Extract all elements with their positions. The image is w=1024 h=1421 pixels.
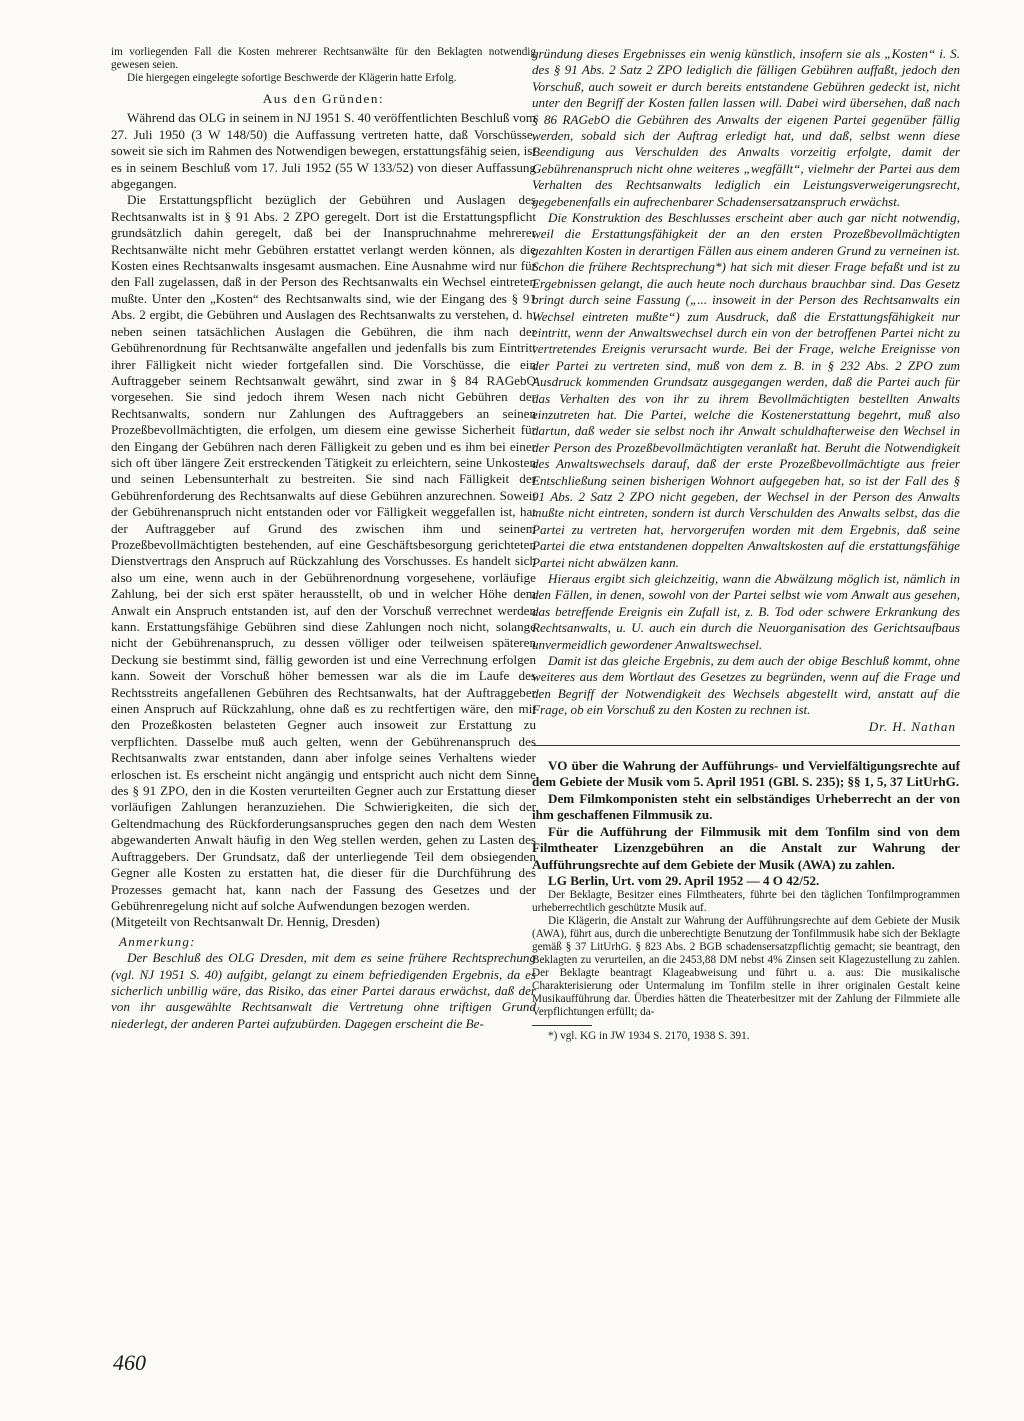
- annotation-heading: Anmerkung:: [119, 933, 196, 949]
- facts-paragraph: Die Klägerin, die Anstalt zur Wahrung der Aufführungsrechte auf dem Gebiete der Musik (AWA), führt aus, durch die unberechtigte Benutzung der Tonfilmmusik habe sich der Beklagte gemäß § 37 LitUrhG. § 823 Abs. 2 BGB schadensersatzpflichtig gemacht; sie beantragt, den Beklagten zu verurteilen, an die 2453,88 DM nebst 4% Zinsen seit Klagezustellung zu zahlen. Der Beklagte beantragt Klageabweisung und führt u. a. aus: Die musikalische Charakterisierung oder Untermalung im Tonfilm stelle in ihrer originalen Gestalt keine Musikaufführung dar. Überdies hätten die Theaterbesitzer mit der Zahlung der Filmmiete alle Verpflichtungen erfüllt; da-: [532, 915, 960, 1019]
- footnote: *) vgl. KG in JW 1934 S. 2170, 1938 S. 391.: [548, 1030, 750, 1043]
- paragraph: Während das OLG in seinem in NJ 1951 S. 40 veröffentlichten Beschluß vom 27. Juli 1950 (3 W 148/50) die Auffassung vertreten hatte, daß Vorschüsse, soweit sie sich im Rahmen des Notwendigen bewegen, erstattungsfähig seien, ist es in seinem Beschluß vom 17. Juli 1952 (55 W 133/52) von dieser Auffassung abgegangen.: [111, 110, 536, 192]
- intro-text-1: im vorliegenden Fall die Kosten mehrerer Rechtsanwälte für den Beklagten notwendig gewesen seien.: [111, 46, 536, 71]
- page-number: 460: [113, 1350, 146, 1375]
- divider: [532, 745, 960, 746]
- annotation-text: Der Beschluß des OLG Dresden, mit dem es seine frühere Rechtsprechung (vgl. NJ 1951 S. 40) aufgibt, gelangt zu einem befriedigenden Ergebnis, da es sicherlich unbillig wäre, das Risiko, das einer Partei daraus erwächst, daß der von ihr ausgewählte Rechtsanwalt die Vertretung ohne triftigen Grund niederlegt, der anderen Partei aufzubürden. Dagegen erscheint die Be-: [111, 950, 536, 1031]
- regulation-heading: VO über die Wahrung der Aufführungs- und Vervielfältigungsrechte auf dem Gebiete der Musik vom 5. April 1951 (GBl. S. 235); §§ 1, 5, 37 LitUrhG.: [532, 758, 960, 790]
- intro-text-2: Die hiergegen eingelegte sofortige Beschwerde der Klägerin hatte Erfolg.: [127, 72, 457, 84]
- facts-paragraph: Der Beklagte, Besitzer eines Filmtheaters, führte bei den täglichen Tonfilmprogrammen urheberrechtlich geschützte Musik auf.: [532, 889, 960, 915]
- paragraph: Die Erstattungspflicht bezüglich der Gebühren und Auslagen des Rechtsanwalts ist in § 91 Abs. 2 ZPO geregelt. Dort ist die Erstattungspflicht grundsätzlich dahin geregelt, daß bei der Inanspruchnahme mehrerer Rechtsanwälte nicht mehr Gebühren erstattet verlangt werden können, als die Kosten eines Rechtsanwalts insgesamt ausmachen. Eine Ausnahme wird nur für den Fall zugelassen, daß in der Person des Rechtsanwalts ein Wechsel eintreten mußte. Unter den „Kosten“ des Rechtsanwalts sind, wie der Eingang des § 91 Abs. 2 ergibt, die Gebühren und Auslagen des Rechtsanwalts zu verstehen, d. h. neben seinen tatsächlichen Auslagen die Gebühren, die ihm nach der Gebührenordnung für Rechtsanwälte angefallen und jedenfalls bis zum Eintritt ihrer Fälligkeit nicht wieder fortgefallen sind. Die Vorschüsse, die ein Auftraggeber seinem Rechtsanwalt gewährt, sind zwar in § 84 RAGebO vorgesehen. Sie sind jedoch ihrem Wesen nach nicht Gebühren der Rechtsanwalts, sondern nur Zahlungen des Auftraggebers an seinen Prozeßbevollmächtigten, die erfolgen, um diesem eine gewisse Sicherheit für den Eingang der Gebühren nach deren Fälligkeit zu geben und es ihm bei einer sich oft über längere Zeit erstreckenden Tätigkeit zu erleichtern, seine Unkosten und seinen Lebensunterhalt zu bestreiten. Sie sind nach Fälligkeit der Gebührenforderung des Rechtsanwalts auf diese Gebühren anzurechnen. Soweit der Gebührenanspruch nicht entstanden oder vor Fälligkeit weggefallen ist, hat der Auftraggeber auf Grund des zwischen ihm und seinem Prozeßbevollmächtigten bestehenden, auf eine Geschäftsbesorgung gerichteten Dienstvertrags den Anspruch auf Rückzahlung des Vorschusses. Es handelt sich also um eine, wenn auch in der Gebührenordnung vorgesehene, vorläufige Zahlung, bei der sich erst später herausstellt, ob und in welcher Höhe dem Anwalt ein Anspruch entstanden ist, auf den der Vorschuß verrechnet werden kann. Erstattungsfähige Gebühren sind diese Zahlungen noch nicht, solange nicht der Gebührenanspruch, zu dessen völliger oder teilweisen späteren Deckung sie bestimmt sind, fällig geworden ist und eine Verrechnung erfolgen kann. Soweit der Vorschuß höher bemessen war als die im Laufe des Rechtsstreits angefallenen Gebühren des Rechtsanwalts, hat der Auftraggeber einen Anspruch auf Rückzahlung, ohne daß es zu rechtfertigen wäre, den mit den Prozeßkosten belasteten Gegner auch insoweit zur Erstattung zu verpflichten. Dasselbe muß auch gelten, wenn der Gebührenanspruch des Rechtsanwalts zwar entstanden, dann aber infolge seines Verhaltens wieder erloschen ist. Es erscheint nicht angängig und entspricht auch nicht dem Sinne des § 91 ZPO, den in die Kosten verurteilten Gegner auch zur Erstattung dieser vorläufigen Zahlungen heranzuziehen. Die Schwierigkeiten, die sich der Geltendmachung des Rückforderungsanspruches gegen den nach dem Westen abgewanderten Anwalt häufig in den Weg stellen werden, gehen zu Lasten des Auftraggebers. Der Grundsatz, daß der unterliegende Teil dem obsiegenden Gegner alle Kosten zu erstatten hat, die dieser für die Durchführung des Prozesses gemacht hat, kann nach der Fassung des Gesetzes und der Gebührenregelung nicht auf solche Aufwendungen bezogen werden.: [111, 192, 536, 913]
- court-citation: LG Berlin, Urt. vom 29. April 1952 — 4 O 42/52.: [548, 872, 820, 888]
- annotation-continued: gründung dieses Ergebnisses ein wenig künstlich, insofern sie als „Kosten“ i. S. des § 91 Abs. 2 Satz 2 ZPO lediglich die fälligen Gebühren auffaßt, jedoch den Vorschuß, auch soweit er durch bereits entstandene Gebühren gedeckt ist, nicht unter den Begriff der Kosten fallen lassen will. Dabei wird übersehen, daß nach § 86 RAGebO die Gebühren des Anwalts der eigenen Partei gegenüber fällig werden, sobald sich der Auftrag erledigt hat, und daß, selbst wenn diese Beendigung aus Verschulden des Anwalts vorzeitig erfolgte, damit der Gebührenanspruch nicht ohne weiteres „wegfällt“, vielmehr der Partei aus dem Verhalten des Rechtsanwalts lediglich ein Leistungsverweigerungsrecht, gegebenenfalls ein aufrechenbarer Schadensersatzanspruch erwächst.: [532, 46, 960, 209]
- section-heading: Aus den Gründen:: [262, 91, 385, 106]
- right-column: [532, 46, 960, 1043]
- left-column: [111, 46, 536, 1032]
- footnote-divider: [532, 1025, 592, 1026]
- annotation-paragraph: Die Konstruktion des Beschlusses erscheint aber auch gar nicht notwendig, weil die Erstattungsfähigkeit der an den ersten Prozeßbevollmächtigten gezahlten Kosten in derartigen Fällen aus einem anderen Grund zu verneinen ist. Schon die frühere Rechtsprechung*) hat sich mit dieser Frage befaßt und ist zu Ergebnissen gelangt, die auch heute noch durchaus brauchbar sind. Das Gesetz bringt durch seine Fassung („... insoweit in der Person des Rechtsanwalts ein Wechsel eintreten mußte“) zum Ausdruck, daß die Erstattungsfähigkeit nur eintritt, wenn der Anwaltswechsel durch ein von der betroffenen Partei nicht zu vertretendes Ereignis verursacht wurde. Bei der Frage, welche Ereignisse von der Partei zu vertreten sind, muß von dem z. B. in § 232 Abs. 2 ZPO zum Ausdruck kommenden Grundsatz ausgegangen werden, daß die Partei auch für das Verhalten des von ihr zu ihrem Bevollmächtigten bestellten Anwalts einzutreten hat. Die Partei, welche die Kostenerstattung begehrt, muß also dartun, daß weder sie selbst noch ihr Anwalt schuldhafterweise den Wechsel in der Person des Prozeßbevollmächtigten veranlaßt hat. Beruht die Notwendigkeit des Anwaltswechsels darauf, daß der erste Prozeßbevollmächtigte aus freier Entschließung seinen bisherigen Wohnort aufgegeben hat, so ist der Fall des § 91 Abs. 2 Satz 2 ZPO nicht gegeben, der Wechsel in der Person des Anwalts mußte nicht eintreten, sondern ist durch Verschulden des Anwalts selbst, das die Partei zu vertreten hat, hervorgerufen worden mit dem Ergebnis, daß seine Partei die etwa entstandenen doppelten Anwaltskosten auf die erstattungsfähige Partei nicht abwälzen kann.: [532, 210, 960, 570]
- author-signature: Dr. H. Nathan: [868, 718, 956, 734]
- headnote: Dem Filmkomponisten steht ein selbständiges Urheberrecht an der von ihm geschaffenen Filmmusik zu.: [532, 790, 960, 823]
- headnote: Für die Aufführung der Filmmusik mit dem Tonfilm sind von dem Filmtheater Lizenzgebühren an die Anstalt zur Wahrung der Aufführungsrechte auf dem Gebiete der Musik (AWA) zu zahlen.: [532, 823, 960, 872]
- credit-line: (Mitgeteilt von Rechtsanwalt Dr. Hennig, Dresden): [111, 914, 380, 930]
- annotation-paragraph: Damit ist das gleiche Ergebnis, zu dem auch der obige Beschluß kommt, ohne weiteres aus dem Wortlaut des Gesetzes zu begründen, wenn auf die Frage und den Begriff der Notwendigkeit des Wechsels abgestellt wird, anstatt auf die Frage, ob ein Vorschuß zu den Kosten zu rechnen ist.: [532, 653, 960, 718]
- annotation-paragraph: Hieraus ergibt sich gleichzeitig, wann die Abwälzung möglich ist, nämlich in den Fällen, in denen, sowohl von der Partei selbst wie vom Anwalt aus gesehen, das betreffende Ereignis ein Zufall ist, z. B. Tod oder schwere Erkrankung des Rechtsanwalts, u. U. auch ein durch die Neuorganisation des Gerichtsaufbaus unvermeidlich gewordener Anwaltswechsel.: [532, 571, 960, 652]
